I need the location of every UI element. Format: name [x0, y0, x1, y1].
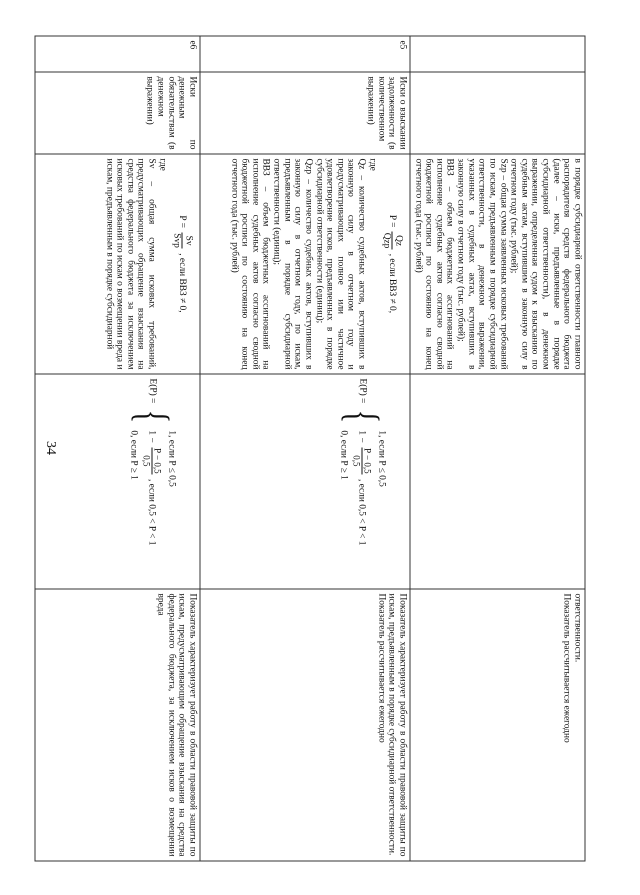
case-2-numerator: P − 0,5	[152, 448, 163, 474]
piecewise-lhs: E(P) =	[357, 378, 368, 404]
row-note-cell	[35, 589, 200, 861]
row-formula-cell	[200, 154, 410, 374]
piecewise-cases	[335, 430, 390, 545]
case-2-post: , если 0,5 < P < 1	[147, 478, 158, 546]
piecewise-cases	[125, 430, 180, 545]
row-note-text: ответственности. Показатель рассчитывается ежегодно	[561, 593, 583, 743]
formula-condition: , если ВВЗ ≠ 0,	[387, 253, 398, 314]
row-formula-cell	[410, 154, 585, 374]
ratio-formula	[171, 159, 193, 370]
case-2-post: , если 0,5 < P < 1	[357, 478, 368, 546]
formula-condition: , если ВВЗ ≠ 0,	[177, 253, 188, 313]
case-2-pre: 1 −	[147, 430, 158, 443]
row-note-cell	[200, 589, 410, 861]
case-2-fraction	[142, 447, 163, 475]
rotated-table-sheet	[56, 36, 586, 861]
row-code: е6	[35, 36, 200, 72]
table-row	[200, 36, 410, 861]
row-formula-text: где Qz – количество судебных актов, вступивших в законную силу в отчетном году и предусматривающих полное или частичное удовлетворение исков, предъявленных в порядке субсидиарной ответственности (единиц); Qzp – количество судебных актов, вступивших в законную силу в отчетном году, по искам, предъявленным в порядке субсидиарной ответственности (единиц); ВВЗ – объем бюджетных ассигнований на исполнение судебных актов согласно сводной бюджетной росписи по состоянию на конец отчетного года (тыс. рублей)	[229, 158, 378, 370]
row-formula-cell	[35, 154, 200, 374]
formula-lhs: P =	[177, 215, 188, 228]
case-3: 0, если P ≥ 1	[128, 430, 139, 480]
row-calc-cell	[35, 374, 200, 589]
table-row	[410, 36, 585, 861]
table-row	[35, 36, 200, 861]
piecewise-formula	[335, 379, 390, 585]
indicator-table	[35, 36, 586, 862]
row-note-cell	[410, 589, 585, 861]
row-code: е5	[200, 36, 410, 72]
case-2-pre: 1 −	[357, 430, 368, 443]
row-note-text: Показатель характеризует работу в области правовой защиты по искам, предусматривающим обращение взыскания на средства федерального бюджета, за исключением исков о возмещении вреда	[155, 593, 198, 857]
brace-symbol: {	[127, 409, 179, 424]
case-2-fraction	[352, 447, 373, 475]
ratio-formula	[381, 159, 403, 370]
row-calc-cell	[200, 374, 410, 589]
row-code	[410, 36, 585, 72]
case-2	[352, 430, 373, 545]
page-number: 34	[43, 441, 58, 455]
formula-lhs: P =	[387, 214, 398, 228]
row-name: Иски по денежным обязательствам (в денежном выражении)	[35, 72, 200, 154]
case-1: 1, если P ≤ 0,5	[166, 430, 177, 487]
row-calc	[410, 374, 585, 589]
case-1: 1, если P ≤ 0,5	[376, 430, 387, 487]
formula-numerator: Qz	[392, 232, 404, 250]
row-formula-text: в порядке субсидиарной ответственности главного распорядителя средств федерального бюджета (далее – иски, предъявленные в порядке субсидиарной ответственности), в денежном выражении, определенная судом к взысканию по судебным актам, вступившим в законную силу в отчетном году (тыс. рублей); Szp – общая сумма заявленных исковых требований по искам, предъявленным в порядке субсидиарной ответственности, в денежном выражении, указанных в судебных актах, вступивших в законную силу в отчетном году (тыс. рублей); ВВЗ – объем бюджетных ассигнований на исполнение судебных актов согласно сводной бюджетной росписи по состоянию на конец отчетного года (тыс. рублей)	[413, 158, 583, 370]
case-2-denominator: 0,5	[141, 455, 152, 467]
row-formula-text: где Sv – общая сумма исковых требований, предусматривающих обращение взыскания на средства федерального бюджета за исключением исковых требований по искам о возмещении вреда и искам, предъявленным в порядке субсидиарной	[104, 158, 168, 370]
formula-denominator: Qzp	[381, 232, 392, 249]
piecewise-lhs: E(P) =	[147, 378, 158, 404]
piecewise-formula	[125, 379, 180, 585]
case-3: 0, если P ≥ 1	[338, 430, 349, 480]
formula-numerator: Sv	[182, 232, 194, 249]
case-2-numerator: P − 0,5	[362, 448, 373, 474]
formula-fraction	[171, 232, 193, 249]
row-name	[410, 72, 585, 154]
case-2-denominator: 0,5	[351, 455, 362, 467]
formula-denominator: Svp	[171, 233, 182, 248]
case-2	[142, 430, 163, 545]
brace-symbol: {	[337, 409, 389, 424]
formula-fraction	[381, 232, 403, 250]
row-note-text: Показатель характеризует работу в области правовой защиты по искам, предъявленным в порядке субсидиарной ответственности. Показатель рассчитывается ежегодно	[376, 593, 408, 857]
row-name: Иски о взыскании задолженности (в количественном выражении)	[200, 72, 410, 154]
